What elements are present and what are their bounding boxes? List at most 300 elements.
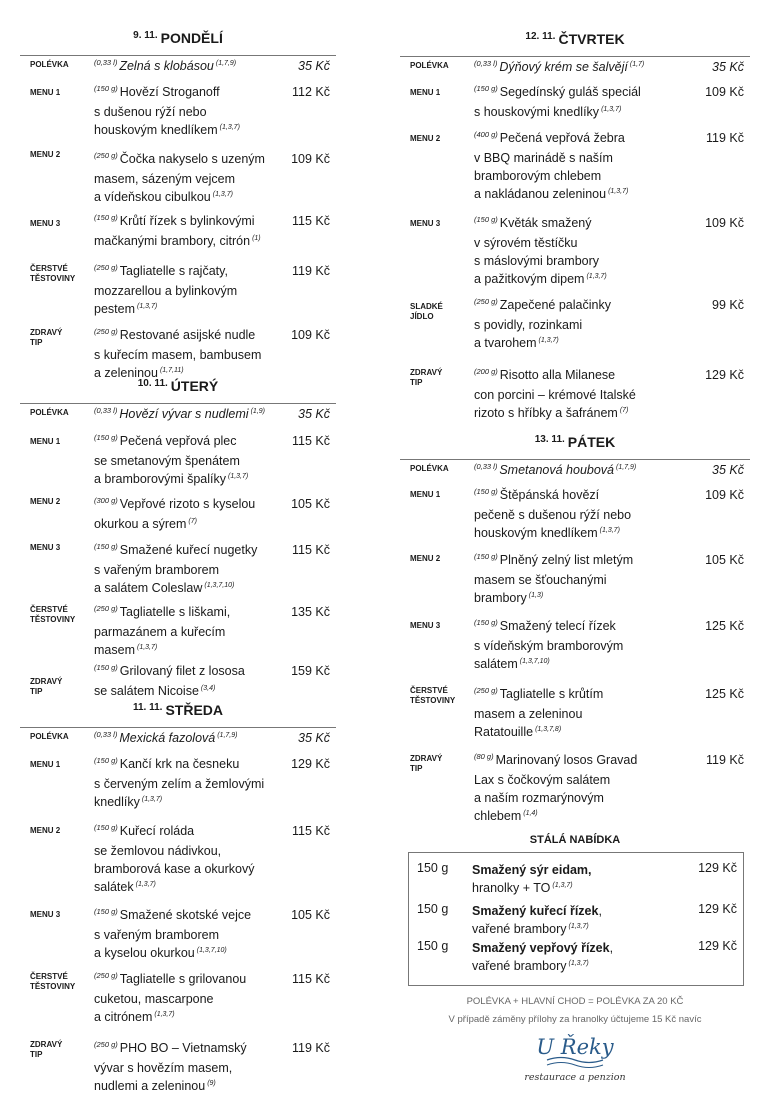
menu-item-price: 129 Kč bbox=[705, 368, 744, 382]
menu-item-label-line: TĚSTOVINY bbox=[30, 982, 76, 991]
footer-note-combo: POLÉVKA + HLAVNÍ CHOD = POLÉVKA ZA 20 KČ bbox=[466, 996, 684, 1007]
menu-item-dish bbox=[94, 603, 230, 662]
menu-item-label bbox=[30, 760, 60, 770]
menu-item-label-line: JÍDLO bbox=[410, 312, 434, 321]
soup-price: 35 Kč bbox=[298, 59, 330, 73]
standing-offer-side: hranolky + TO bbox=[472, 881, 551, 895]
menu-item-text: Krůtí řízek s bylinkovými bbox=[119, 214, 255, 228]
menu-item-label bbox=[410, 490, 440, 500]
day-header bbox=[400, 31, 750, 49]
menu-item-quantity: (250 g) bbox=[94, 327, 118, 336]
menu-item-dish-line bbox=[94, 432, 248, 452]
menu-item-price: 109 Kč bbox=[291, 152, 330, 166]
menu-item-dish bbox=[474, 751, 637, 828]
standing-offer-comma: , bbox=[598, 904, 602, 918]
menu-item-dish-line bbox=[94, 232, 261, 253]
menu-item-dish bbox=[94, 1039, 247, 1098]
menu-item-dish-line bbox=[94, 775, 264, 793]
menu-item-quantity: (150 g) bbox=[474, 618, 498, 627]
day-header bbox=[20, 702, 336, 720]
menu-item-text: Grilovaný filet z lososa bbox=[119, 664, 245, 678]
menu-item-dish-line bbox=[474, 486, 631, 506]
soup-label: POLÉVKA bbox=[410, 464, 449, 473]
menu-item-dish-line bbox=[474, 655, 623, 676]
soup-label: POLÉVKA bbox=[410, 61, 449, 70]
menu-item-allergens: (1,4) bbox=[523, 810, 538, 817]
menu-item-allergens: (1,3,7) bbox=[136, 644, 158, 651]
menu-item-allergens: (1,3,7) bbox=[608, 188, 629, 195]
soup-row bbox=[20, 727, 336, 747]
menu-item-dish-line bbox=[94, 282, 237, 300]
menu-item-label bbox=[30, 497, 60, 507]
menu-item-dish bbox=[474, 296, 611, 355]
menu-item-text: se salátem Nicoise bbox=[94, 684, 199, 698]
day-date: 9. 11. bbox=[133, 30, 158, 41]
menu-item-text: Tagliatelle s rajčaty, bbox=[119, 264, 228, 278]
menu-item-text: a bramborovými špalíky bbox=[94, 472, 226, 486]
menu-item-allergens: (1,3) bbox=[528, 592, 544, 599]
menu-item-dish bbox=[94, 326, 261, 385]
menu-item-text: masem a zeleninou bbox=[474, 707, 583, 721]
menu-item-text: a zeleninou bbox=[94, 366, 158, 380]
menu-item-label-line: TĚSTOVINY bbox=[30, 615, 76, 624]
menu-item-price: 109 Kč bbox=[705, 488, 744, 502]
soup-price: 35 Kč bbox=[298, 731, 330, 745]
menu-item-label-line: SLADKÉ bbox=[410, 302, 443, 311]
menu-item-price: 109 Kč bbox=[291, 328, 330, 342]
menu-item-text: s máslovými brambory bbox=[474, 254, 600, 268]
soup-quantity: (0,33 l) bbox=[94, 406, 118, 415]
menu-item-dish bbox=[474, 486, 631, 545]
menu-item-dish bbox=[474, 129, 628, 206]
menu-item-allergens: (1,3,7,10) bbox=[204, 582, 235, 589]
menu-item-dish-line bbox=[94, 150, 265, 170]
menu-item-allergens: (1,3,7) bbox=[137, 303, 158, 310]
menu-item-price: 109 Kč bbox=[705, 85, 744, 99]
menu-item-quantity: (80 g) bbox=[474, 752, 494, 761]
menu-item-text: Pečená vepřová plec bbox=[119, 434, 237, 448]
menu-item-quantity: (250 g) bbox=[94, 263, 118, 272]
menu-item-text: parmazánem a kuřecím bbox=[94, 625, 226, 639]
menu-item-label bbox=[30, 543, 60, 553]
menu-item-text: salátek bbox=[94, 880, 134, 894]
footer-note-fries: V případě záměny přílohy za hranolky účtujeme 15 Kč navíc bbox=[448, 1014, 702, 1025]
menu-item-text: houskovým knedlíkem bbox=[94, 123, 218, 137]
menu-item-label bbox=[30, 150, 60, 160]
menu-item-dish-line bbox=[474, 103, 641, 124]
menu-item-allergens: (1,3,7,10) bbox=[519, 658, 550, 665]
menu-item-text: Risotto alla Milanese bbox=[499, 368, 616, 382]
standing-offer-side: vařené brambory bbox=[472, 922, 567, 936]
menu-item-label bbox=[30, 972, 75, 992]
menu-item-quantity: (150 g) bbox=[94, 756, 118, 765]
menu-item-dish-line bbox=[474, 807, 637, 828]
menu-item-label-line: MENU 1 bbox=[30, 88, 61, 97]
menu-item-text: s vídeňským bramborovým bbox=[474, 639, 624, 653]
menu-item-dish bbox=[474, 685, 603, 744]
menu-item-quantity: (150 g) bbox=[94, 213, 118, 222]
menu-item-label-line: ČERSTVÉ bbox=[30, 972, 68, 981]
menu-item-text: mačkanými brambory, citrón bbox=[94, 234, 251, 248]
menu-item-label-line: TIP bbox=[410, 378, 423, 387]
menu-item-text: brambory bbox=[474, 591, 527, 605]
menu-item-text: s červeným zelím a žemlovými bbox=[94, 777, 265, 791]
menu-item-text: se smetanovým špenátem bbox=[94, 454, 240, 468]
soup-allergens: (1,7,9) bbox=[616, 464, 637, 471]
menu-item-label-line: TIP bbox=[410, 764, 423, 773]
menu-item-dish-line bbox=[94, 121, 240, 142]
menu-item-dish-line bbox=[94, 878, 255, 899]
menu-item-label-line: MENU 1 bbox=[30, 760, 61, 769]
menu-item-dish-line bbox=[94, 541, 257, 561]
menu-item-quantity: (200 g) bbox=[474, 367, 498, 376]
menu-item-label bbox=[30, 605, 75, 625]
soup-name: Mexická fazolová bbox=[119, 731, 216, 745]
soup-name: Smetanová houbová bbox=[499, 463, 615, 477]
menu-item-quantity: (250 g) bbox=[474, 297, 498, 306]
menu-item-dish bbox=[474, 617, 623, 676]
menu-item-text: Tagliatelle s grilovanou bbox=[119, 972, 247, 986]
menu-item-label-line: ZDRAVÝ bbox=[30, 328, 63, 337]
menu-item-price: 119 Kč bbox=[706, 753, 744, 767]
menu-item-label-line: MENU 1 bbox=[410, 88, 441, 97]
menu-item-dish-line bbox=[474, 751, 637, 771]
menu-item-dish-line bbox=[474, 252, 607, 270]
menu-item-dish-line bbox=[94, 470, 248, 491]
menu-item-text: Čočka nakyselo s uzeným bbox=[119, 152, 265, 166]
menu-item-price: 112 Kč bbox=[292, 85, 330, 99]
standing-offer-price: 129 Kč bbox=[698, 939, 737, 953]
menu-item-text: Vepřové rizoto s kyselou bbox=[119, 497, 256, 511]
menu-item-label bbox=[30, 328, 62, 348]
standing-offer-allergens: (1,3,7) bbox=[552, 882, 573, 889]
menu-item-label bbox=[30, 677, 62, 697]
menu-item-dish bbox=[94, 212, 261, 253]
menu-item-price: 119 Kč bbox=[292, 1041, 330, 1055]
standing-offer-box bbox=[408, 852, 744, 986]
menu-item-price: 115 Kč bbox=[292, 543, 330, 557]
menu-item-dish-line bbox=[94, 926, 251, 944]
day-name: PÁTEK bbox=[567, 434, 616, 450]
day-date: 13. 11. bbox=[534, 434, 565, 445]
menu-item-dish-line bbox=[94, 262, 237, 282]
day-date: 11. 11. bbox=[132, 702, 163, 713]
menu-item-quantity: (250 g) bbox=[94, 971, 118, 980]
menu-item-text: s vařeným bramborem bbox=[94, 928, 220, 942]
menu-item-text: Tagliatelle s krůtím bbox=[499, 687, 604, 701]
menu-item-text: Pečená vepřová žebra bbox=[499, 131, 625, 145]
menu-item-dish-line bbox=[474, 637, 623, 655]
menu-item-dish-line bbox=[94, 83, 240, 103]
menu-item-text: Hovězí Stroganoff bbox=[119, 85, 220, 99]
menu-item-text: masem bbox=[94, 643, 135, 657]
menu-item-text: nudlemi a zeleninou bbox=[94, 1079, 206, 1093]
menu-item-dish bbox=[474, 366, 636, 425]
menu-item-quantity: (150 g) bbox=[94, 84, 118, 93]
menu-item-dish bbox=[94, 262, 237, 321]
standing-offer-name: Smažený kuřecí řízek bbox=[472, 904, 599, 918]
menu-item-text: Zapečené palačinky bbox=[499, 298, 611, 312]
day-header bbox=[400, 434, 750, 452]
menu-item-dish-line bbox=[94, 515, 255, 536]
soup-allergens: (1,9) bbox=[250, 408, 265, 415]
menu-item-quantity: (150 g) bbox=[94, 433, 118, 442]
menu-item-dish-line bbox=[94, 1008, 246, 1029]
menu-item-dish-line bbox=[94, 944, 251, 965]
menu-item-price: 125 Kč bbox=[705, 687, 744, 701]
day-date: 10. 11. bbox=[137, 378, 168, 389]
menu-item-dish bbox=[94, 83, 240, 142]
menu-item-label bbox=[410, 754, 442, 774]
soup-row bbox=[400, 459, 750, 479]
menu-item-text: v BBQ marinádě s naším bbox=[474, 151, 613, 165]
menu-item-text: v sýrovém těstíčku bbox=[474, 236, 578, 250]
menu-item-text: knedlíky bbox=[94, 795, 140, 809]
menu-item-text: pečeně s dušenou rýží nebo bbox=[474, 508, 632, 522]
menu-item-label-line: MENU 2 bbox=[30, 497, 61, 506]
standing-offer-allergens: (1,3,7) bbox=[568, 923, 589, 930]
menu-item-price: 119 Kč bbox=[706, 131, 744, 145]
menu-item-dish bbox=[94, 906, 251, 965]
menu-item-dish-line bbox=[474, 685, 603, 705]
menu-item-allergens: (1,7,11) bbox=[159, 367, 184, 374]
menu-item-label-line: ČERSTVÉ bbox=[410, 686, 448, 695]
menu-item-dish-line bbox=[94, 1077, 247, 1098]
soup-dish bbox=[474, 58, 644, 79]
menu-item-price: 105 Kč bbox=[291, 908, 330, 922]
menu-item-text: masem, sázeným vejcem bbox=[94, 172, 236, 186]
menu-item-label bbox=[30, 264, 75, 284]
menu-item-label-line: MENU 2 bbox=[30, 150, 61, 159]
menu-item-dish-line bbox=[474, 83, 641, 103]
menu-item-label-line: MENU 2 bbox=[410, 554, 441, 563]
menu-item-dish-line bbox=[474, 404, 636, 425]
menu-item-dish-line bbox=[94, 300, 237, 321]
menu-item-dish bbox=[94, 150, 265, 209]
menu-item-label bbox=[30, 219, 60, 229]
soup-dish bbox=[474, 461, 636, 482]
menu-item-allergens: (1,3,7) bbox=[599, 527, 620, 534]
menu-item-text: rizoto s hříbky a šafránem bbox=[474, 406, 618, 420]
standing-offer-dish bbox=[472, 939, 613, 978]
menu-item-label-line: TIP bbox=[30, 338, 43, 347]
menu-item-text: Smažené kuřecí nugetky bbox=[119, 543, 258, 557]
standing-offer-line bbox=[472, 902, 602, 920]
standing-offer-dish bbox=[472, 861, 592, 900]
menu-item-text: Štěpánská hovězí bbox=[499, 488, 600, 502]
menu-item-label bbox=[30, 1040, 62, 1060]
menu-item-text: a tvarohem bbox=[474, 336, 537, 350]
standing-offer-line bbox=[472, 957, 613, 978]
menu-item-quantity: (250 g) bbox=[94, 1040, 118, 1049]
menu-item-label-line: MENU 1 bbox=[410, 490, 441, 499]
menu-item-label-line: ČERSTVÉ bbox=[30, 605, 68, 614]
standing-offer-line bbox=[472, 920, 602, 941]
menu-item-price: 115 Kč bbox=[292, 434, 330, 448]
day-name: ÚTERÝ bbox=[170, 378, 219, 394]
menu-item-dish-line bbox=[94, 170, 265, 188]
menu-item-dish-line bbox=[474, 129, 628, 149]
menu-item-dish-line bbox=[474, 506, 631, 524]
menu-item-dish bbox=[94, 432, 248, 491]
menu-item-text: Ratatouille bbox=[474, 725, 534, 739]
menu-item-price: 99 Kč bbox=[712, 298, 744, 312]
menu-item-allergens: (1,3,7) bbox=[154, 1011, 175, 1018]
menu-item-dish-line bbox=[474, 149, 628, 167]
menu-item-dish bbox=[474, 551, 633, 610]
menu-item-dish-line bbox=[474, 185, 628, 206]
menu-item-dish-line bbox=[474, 551, 633, 571]
menu-item-dish-line bbox=[94, 682, 245, 703]
menu-item-dish-line bbox=[474, 296, 611, 316]
menu-item-dish-line bbox=[94, 755, 264, 775]
menu-item-dish-line bbox=[474, 270, 607, 291]
menu-item-text: a nakládanou zeleninou bbox=[474, 187, 607, 201]
soup-name: Dýňový krém se šalvějí bbox=[499, 60, 628, 74]
menu-item-quantity: (250 g) bbox=[94, 151, 118, 160]
menu-item-allergens: (7) bbox=[188, 518, 197, 525]
menu-item-label-line: MENU 3 bbox=[410, 621, 441, 630]
menu-item-quantity: (250 g) bbox=[474, 686, 498, 695]
soup-label: POLÉVKA bbox=[30, 408, 69, 417]
menu-item-quantity: (150 g) bbox=[94, 542, 118, 551]
menu-item-dish-line bbox=[474, 334, 611, 355]
menu-item-text: cuketou, mascarpone bbox=[94, 992, 214, 1006]
menu-item-dish-line bbox=[474, 316, 611, 334]
menu-item-dish-line bbox=[94, 860, 255, 878]
menu-item-allergens: (1,3,7) bbox=[586, 273, 607, 280]
menu-item-text: Smažený telecí řízek bbox=[499, 619, 616, 633]
menu-item-text: s dušenou rýží nebo bbox=[94, 105, 207, 119]
menu-item-quantity: (250 g) bbox=[94, 604, 118, 613]
menu-item-allergens: (7) bbox=[619, 407, 629, 414]
menu-item-label-line: TĚSTOVINY bbox=[410, 696, 456, 705]
menu-item-label bbox=[410, 368, 442, 388]
menu-item-allergens: (1,3,7,10) bbox=[196, 947, 227, 954]
soup-quantity: (0,33 l) bbox=[94, 58, 118, 67]
logo-wave bbox=[547, 1063, 603, 1068]
menu-item-dish bbox=[94, 755, 264, 814]
menu-item-text: houskovým knedlíkem bbox=[474, 526, 598, 540]
logo-name: U Řeky bbox=[536, 1035, 614, 1059]
soup-row bbox=[20, 403, 336, 423]
menu-item-text: Kančí krk na česneku bbox=[119, 757, 240, 771]
menu-item-text: a salátem Coleslaw bbox=[94, 581, 203, 595]
menu-item-dish-line bbox=[94, 1059, 247, 1077]
menu-item-label bbox=[30, 437, 60, 447]
menu-item-label-line: MENU 2 bbox=[410, 134, 441, 143]
menu-item-label-line: MENU 3 bbox=[30, 219, 61, 228]
menu-item-text: a pažitkovým dipem bbox=[474, 272, 585, 286]
menu-item-label-line: ZDRAVÝ bbox=[410, 368, 443, 377]
menu-item-label-line: MENU 3 bbox=[30, 543, 61, 552]
menu-item-text: Plněný zelný list mletým bbox=[499, 553, 634, 567]
menu-item-price: 135 Kč bbox=[291, 605, 330, 619]
menu-item-text: s vařeným bramborem bbox=[94, 563, 220, 577]
menu-item-label bbox=[410, 686, 455, 706]
menu-item-label bbox=[410, 219, 440, 229]
menu-item-price: 159 Kč bbox=[291, 664, 330, 678]
standing-offer-line bbox=[472, 879, 592, 900]
menu-item-allergens: (1,3,7) bbox=[538, 337, 559, 344]
soup-quantity: (0,33 l) bbox=[474, 462, 498, 471]
menu-item-dish bbox=[94, 495, 255, 536]
soup-name: Zelná s klobásou bbox=[119, 59, 214, 73]
menu-item-label-line: TIP bbox=[30, 687, 43, 696]
menu-item-dish bbox=[94, 541, 257, 600]
restaurant-logo bbox=[505, 1030, 645, 1088]
menu-item-allergens: (1) bbox=[252, 235, 261, 242]
menu-item-price: 129 Kč bbox=[291, 757, 330, 771]
logo-graphic bbox=[505, 1030, 645, 1088]
menu-item-label-line: ZDRAVÝ bbox=[30, 1040, 63, 1049]
menu-item-dish-line bbox=[94, 103, 240, 121]
menu-item-price: 115 Kč bbox=[292, 824, 330, 838]
menu-item-dish-line bbox=[474, 705, 603, 723]
soup-price: 35 Kč bbox=[712, 60, 744, 74]
menu-item-text: se žemlovou nádivkou, bbox=[94, 844, 222, 858]
menu-item-dish-line bbox=[474, 234, 607, 252]
menu-item-quantity: (150 g) bbox=[474, 487, 498, 496]
soup-price: 35 Kč bbox=[712, 463, 744, 477]
menu-item-text: a citrónem bbox=[94, 1010, 153, 1024]
menu-item-label-line: TIP bbox=[30, 1050, 43, 1059]
menu-item-text: okurkou a sýrem bbox=[94, 517, 187, 531]
day-header bbox=[20, 30, 336, 48]
menu-item-dish bbox=[94, 822, 255, 899]
menu-item-dish-line bbox=[94, 662, 245, 682]
soup-dish bbox=[94, 57, 236, 78]
menu-item-label-line: ZDRAVÝ bbox=[30, 677, 63, 686]
menu-item-text: Lax s čočkovým salátem bbox=[474, 773, 611, 787]
soup-allergens: (1,7,9) bbox=[215, 60, 237, 67]
soup-row bbox=[400, 56, 750, 76]
menu-item-text: Kuřecí roláda bbox=[119, 824, 195, 838]
menu-item-dish-line bbox=[94, 326, 261, 346]
menu-item-label bbox=[30, 88, 60, 98]
standing-offer-line bbox=[472, 939, 613, 957]
menu-item-price: 109 Kč bbox=[705, 216, 744, 230]
day-name: ČTVRTEK bbox=[558, 31, 625, 47]
standing-offer-name: Smažený sýr eidam, bbox=[472, 863, 592, 877]
menu-item-dish-line bbox=[94, 212, 261, 232]
menu-item-dish-line bbox=[94, 822, 255, 842]
menu-item-dish-line bbox=[94, 641, 230, 662]
menu-item-quantity: (400 g) bbox=[474, 130, 498, 139]
soup-dish bbox=[94, 729, 237, 750]
menu-item-dish-line bbox=[474, 524, 631, 545]
day-name: PONDĚLÍ bbox=[160, 30, 223, 46]
menu-item-label bbox=[410, 302, 443, 322]
menu-item-label-line: MENU 3 bbox=[410, 219, 441, 228]
menu-item-text: chlebem bbox=[474, 809, 522, 823]
standing-offer-weight: 150 g bbox=[417, 861, 449, 875]
menu-item-label bbox=[410, 554, 440, 564]
menu-item-quantity: (150 g) bbox=[474, 552, 498, 561]
menu-item-dish-line bbox=[474, 167, 628, 185]
standing-offer-price: 129 Kč bbox=[698, 861, 737, 875]
menu-item-dish-line bbox=[94, 793, 264, 814]
standing-offer-allergens: (1,3,7) bbox=[568, 960, 589, 967]
standing-offer-side: vařené brambory bbox=[472, 959, 567, 973]
menu-item-dish-line bbox=[474, 617, 623, 637]
standing-offer-price: 129 Kč bbox=[698, 902, 737, 916]
menu-item-dish-line bbox=[94, 906, 251, 926]
soup-quantity: (0,33 l) bbox=[474, 59, 498, 68]
standing-offer-line bbox=[472, 861, 592, 879]
menu-item-dish-line bbox=[474, 771, 637, 789]
standing-offer-name: Smažený vepřový řízek bbox=[472, 941, 610, 955]
